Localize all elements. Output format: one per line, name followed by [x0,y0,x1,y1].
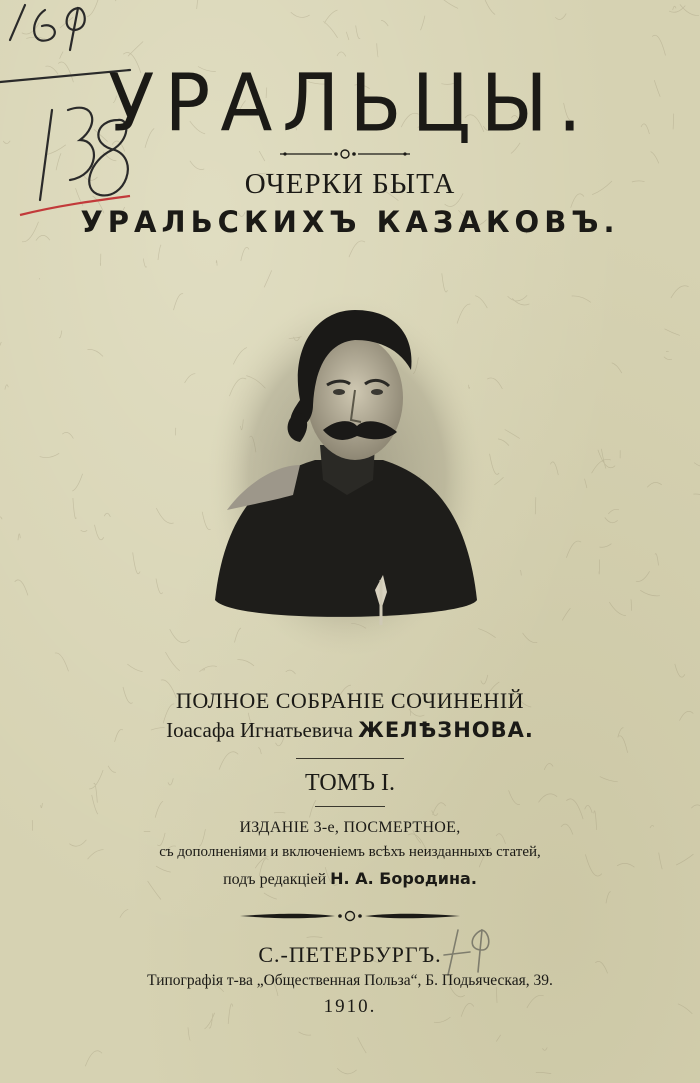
author-portrait [205,280,490,655]
publication-city: С.-ПЕТЕРБУРГЪ. [258,942,442,967]
editor-line [0,869,700,889]
ornament-divider [240,910,460,922]
collected-works-heading: ПОЛНОЕ СОБРАНІЕ СОЧИНЕНІЙ [175,688,525,713]
subtitle-line-2: УРАЛЬСКИХЪ КАЗАКОВЪ. [80,205,620,239]
ornament-divider [280,148,410,160]
editor-prefix: подъ редакціей [223,871,327,888]
rule-divider [296,758,404,759]
edition-additions: съ дополненіями и включеніемъ всѣхъ неизданныхъ статей, [159,844,541,860]
author-surname: ЖЕЛѢЗНОВА. [358,718,534,742]
volume-number: ТОМЪ I. [305,770,395,796]
subtitle-line-1: ОЧЕРКИ БЫТА [244,168,456,200]
printer-imprint: Типографія т-ва „Общественная Польза“, Б. Подьяческая, 39. [147,972,553,989]
author-given-names: Іоасафа Игнатьевича [166,718,353,742]
publication-year: 1910. [323,996,377,1017]
rule-divider [315,806,385,807]
edition-statement: ИЗДАНІЕ 3-е, ПОСМЕРТНОЕ, [239,819,461,836]
book-title: УРАЛЬЦЫ. [108,55,592,150]
editor-name: Н. А. Бородина. [330,869,477,888]
author-name-line [0,718,700,743]
